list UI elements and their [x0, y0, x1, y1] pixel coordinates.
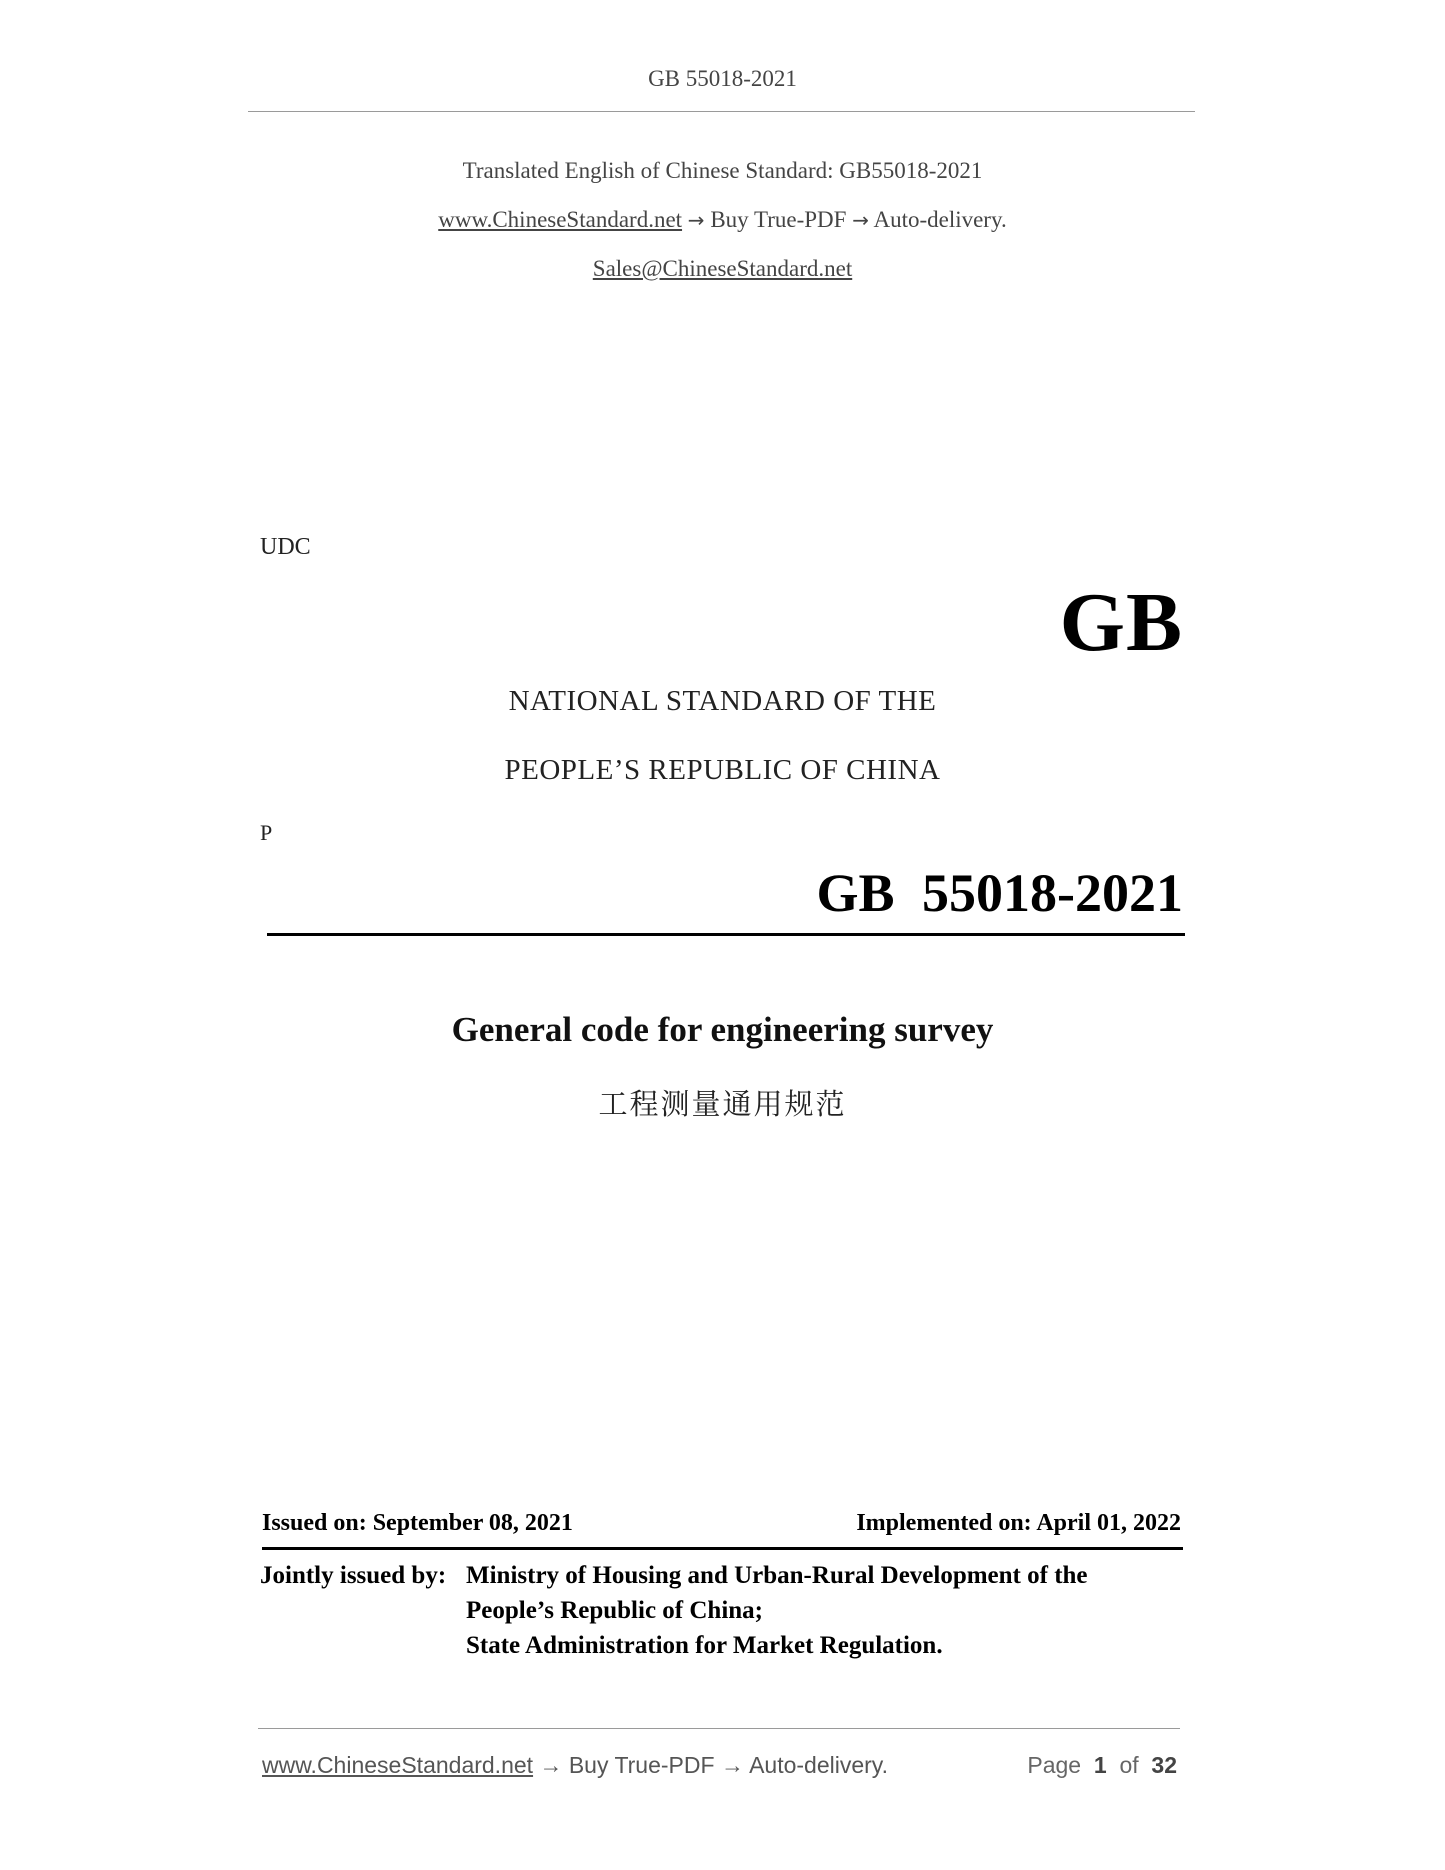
page-number: 1 [1093, 1752, 1107, 1778]
delivery-text: Auto-delivery. [873, 207, 1007, 232]
national-standard-line-2: PEOPLE’S REPUBLIC OF CHINA [504, 754, 941, 786]
arrow-icon: → [687, 208, 705, 232]
arrow-icon: → [720, 1752, 744, 1778]
page-indicator [1027, 1752, 1177, 1779]
classification-code: P [260, 820, 273, 845]
buy-text: Buy True-PDF [710, 207, 847, 232]
english-title: General code for engineering survey [451, 1010, 994, 1049]
translation-notice: Translated English of Chinese Standard: GB55018-2021 [462, 158, 983, 183]
title-divider [267, 933, 1185, 936]
page-total: 32 [1151, 1752, 1177, 1778]
standard-number: GB 55018-2021 [816, 863, 1183, 923]
issuer-line-1: Ministry of Housing and Urban-Rural Development of the [466, 1562, 1088, 1589]
running-header: GB 55018-2021 [648, 66, 797, 91]
issuer-line-3: State Administration for Market Regulation. [466, 1632, 943, 1659]
email-line [0, 256, 1445, 282]
promo-line [0, 207, 1445, 233]
footer-promo [262, 1752, 888, 1779]
arrow-icon: → [539, 1752, 563, 1778]
page-label: Page [1027, 1752, 1082, 1778]
issued-date: Issued on: September 08, 2021 [262, 1510, 573, 1536]
of-label: of [1119, 1752, 1139, 1778]
issuer-line-2: People’s Republic of China; [466, 1597, 763, 1624]
dates-divider [262, 1547, 1183, 1550]
implemented-date: Implemented on: April 01, 2022 [856, 1510, 1181, 1536]
gb-mark: GB [1059, 576, 1183, 669]
jointly-issued-label: Jointly issued by: [260, 1562, 447, 1589]
arrow-icon: → [852, 208, 869, 232]
footer-divider [258, 1728, 1180, 1729]
footer-buy-text: Buy True-PDF [568, 1752, 715, 1778]
chinese-title: 工程测量通用规范 [598, 1087, 847, 1121]
header-divider [248, 111, 1195, 112]
sales-email-link[interactable]: Sales@ChineseStandard.net [592, 256, 853, 281]
footer-delivery-text: Auto-delivery. [749, 1752, 888, 1778]
national-standard-line-1: NATIONAL STANDARD OF THE [508, 685, 937, 717]
site-link[interactable]: www.ChineseStandard.net [438, 207, 683, 232]
footer-site-link[interactable]: www.ChineseStandard.net [262, 1752, 534, 1778]
udc-label: UDC [260, 534, 311, 560]
